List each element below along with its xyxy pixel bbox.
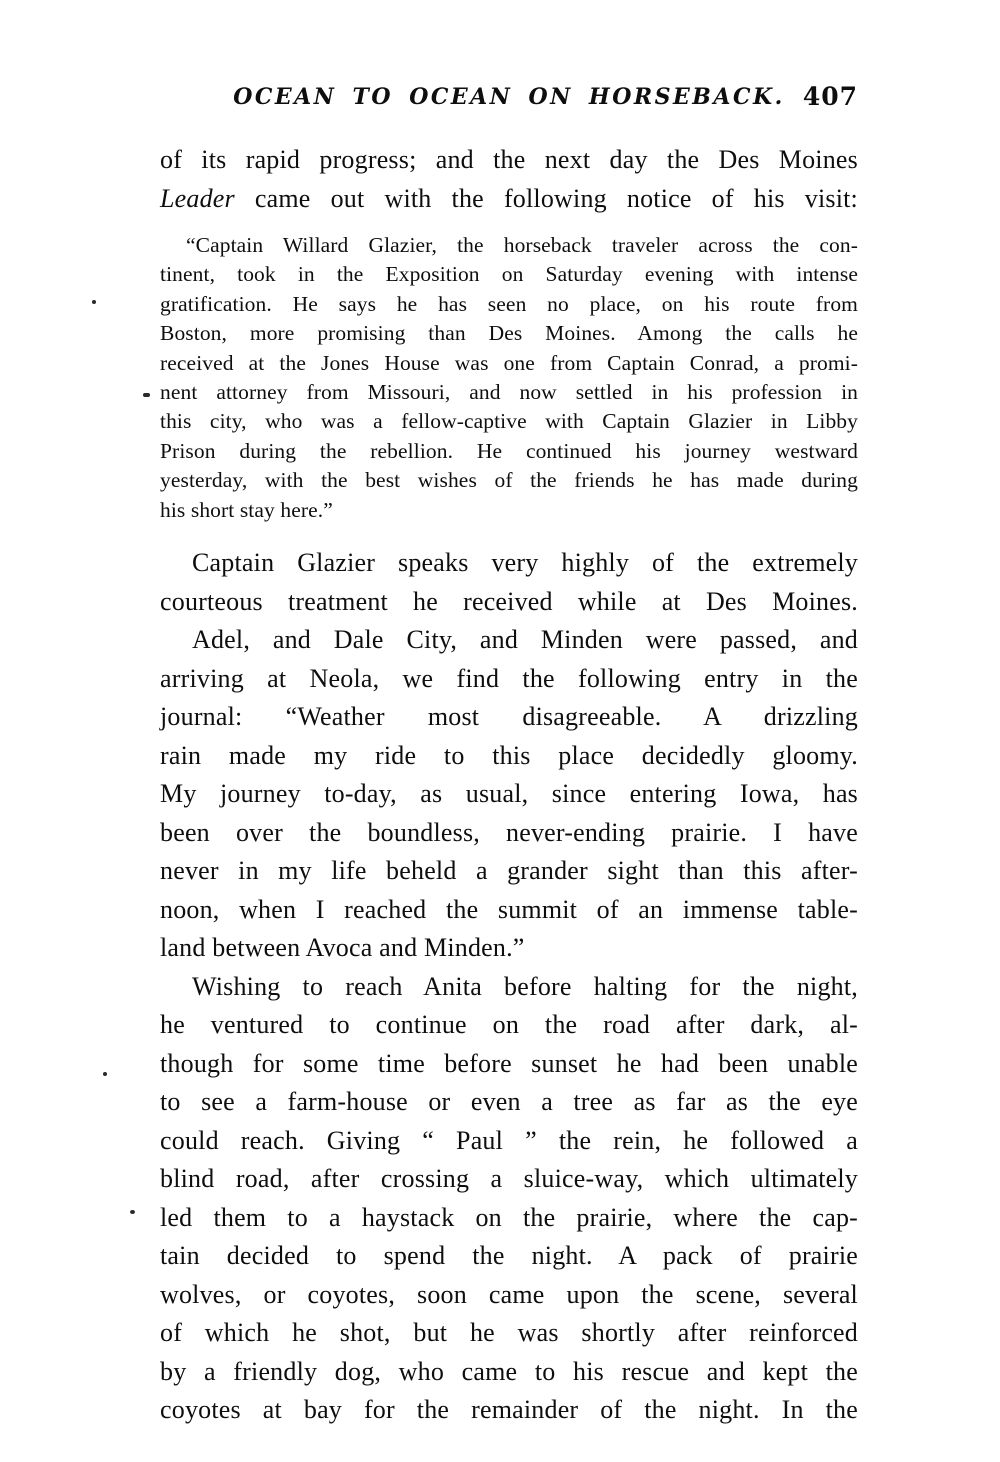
text-line: noon, when I reached the summit of an immense table-	[160, 894, 858, 924]
text-line: by a friendly dog, who came to his rescue and kept the	[160, 1356, 858, 1386]
text-line: nent attorney from Missouri, and now settled in his profession in	[160, 380, 858, 405]
page-header	[160, 84, 858, 118]
block-quote	[160, 231, 858, 525]
text-line: Adel, and Dale City, and Minden were passed, and	[192, 625, 858, 655]
text-line: courteous treatment he received while at Des Moines.	[160, 586, 858, 616]
text-line: arriving at Neola, we find the following entry in the	[160, 663, 858, 693]
text-line: of its rapid progress; and the next day the Des Moines	[160, 145, 858, 174]
text-line: his short stay here.”	[160, 497, 333, 522]
text-line: blind road, after crossing a sluice-way, which ultimately	[160, 1164, 858, 1194]
text-line: wolves, or coyotes, soon came upon the scene, several	[160, 1279, 858, 1309]
text-line: “Captain Willard Glazier, the horseback traveler across the con-	[186, 233, 858, 257]
text-line: yesterday, with the best wishes of the friends he has made during	[160, 468, 858, 493]
text-line: tain decided to spend the night. A pack of prairie	[160, 1241, 858, 1271]
paragraph	[160, 544, 858, 621]
text-line: My journey to-day, as usual, since entering Iowa, has	[160, 779, 858, 809]
text-line: been over the boundless, never-ending prairie. I have	[160, 817, 858, 847]
text-line: led them to a haystack on the prairie, where the cap-	[160, 1202, 858, 1232]
text-line: received at the Jones House was one from Captain Conrad, a promi-	[160, 350, 858, 375]
body-text	[160, 141, 858, 1430]
scan-speck	[103, 1072, 107, 1076]
scan-speck	[130, 1210, 135, 1214]
text-line: of which he shot, but he was shortly after reinforced	[160, 1318, 858, 1348]
running-title: OCEAN TO OCEAN ON HORSEBACK.	[233, 84, 785, 110]
scan-speck	[143, 393, 150, 397]
text-line: Leader came out with the following notice of his visit:	[160, 183, 858, 213]
text-line: journal: “Weather most disagreeable. A drizzling	[160, 702, 858, 732]
text-line: Captain Glazier speaks very highly of the extremely	[192, 548, 858, 578]
text-line: Boston, more promising than Des Moines. Among the calls he	[160, 321, 858, 346]
page-number: 407	[802, 82, 858, 111]
text-line: to see a farm-house or even a tree as far as the eye	[160, 1087, 858, 1117]
text-line: coyotes at bay for the remainder of the night. In the	[160, 1395, 858, 1425]
text-line: this city, who was a fellow-captive with Captain Glazier in Libby	[160, 409, 858, 434]
text-line: rain made my ride to this place decidedly gloomy.	[160, 740, 858, 770]
text-line: Prison during the rebellion. He continued his journey westward	[160, 438, 858, 463]
paragraph	[160, 141, 858, 218]
text-line: Wishing to reach Anita before halting for the night,	[192, 971, 858, 1001]
paragraph	[160, 621, 858, 968]
scan-speck	[92, 300, 96, 304]
text-line: though for some time before sunset he had been unable	[160, 1048, 858, 1078]
text-line: could reach. Giving “ Paul ” the rein, he followed a	[160, 1125, 858, 1155]
text-line: never in my life beheld a grander sight than this after-	[160, 856, 858, 886]
text-line: land between Avoca and Minden.”	[160, 933, 525, 963]
text-line: he ventured to continue on the road after dark, al-	[160, 1010, 858, 1040]
text-line: tinent, took in the Exposition on Saturday evening with intense	[160, 262, 858, 287]
paragraph	[160, 968, 858, 1430]
text-line: gratification. He says he has seen no place, on his route from	[160, 291, 858, 316]
